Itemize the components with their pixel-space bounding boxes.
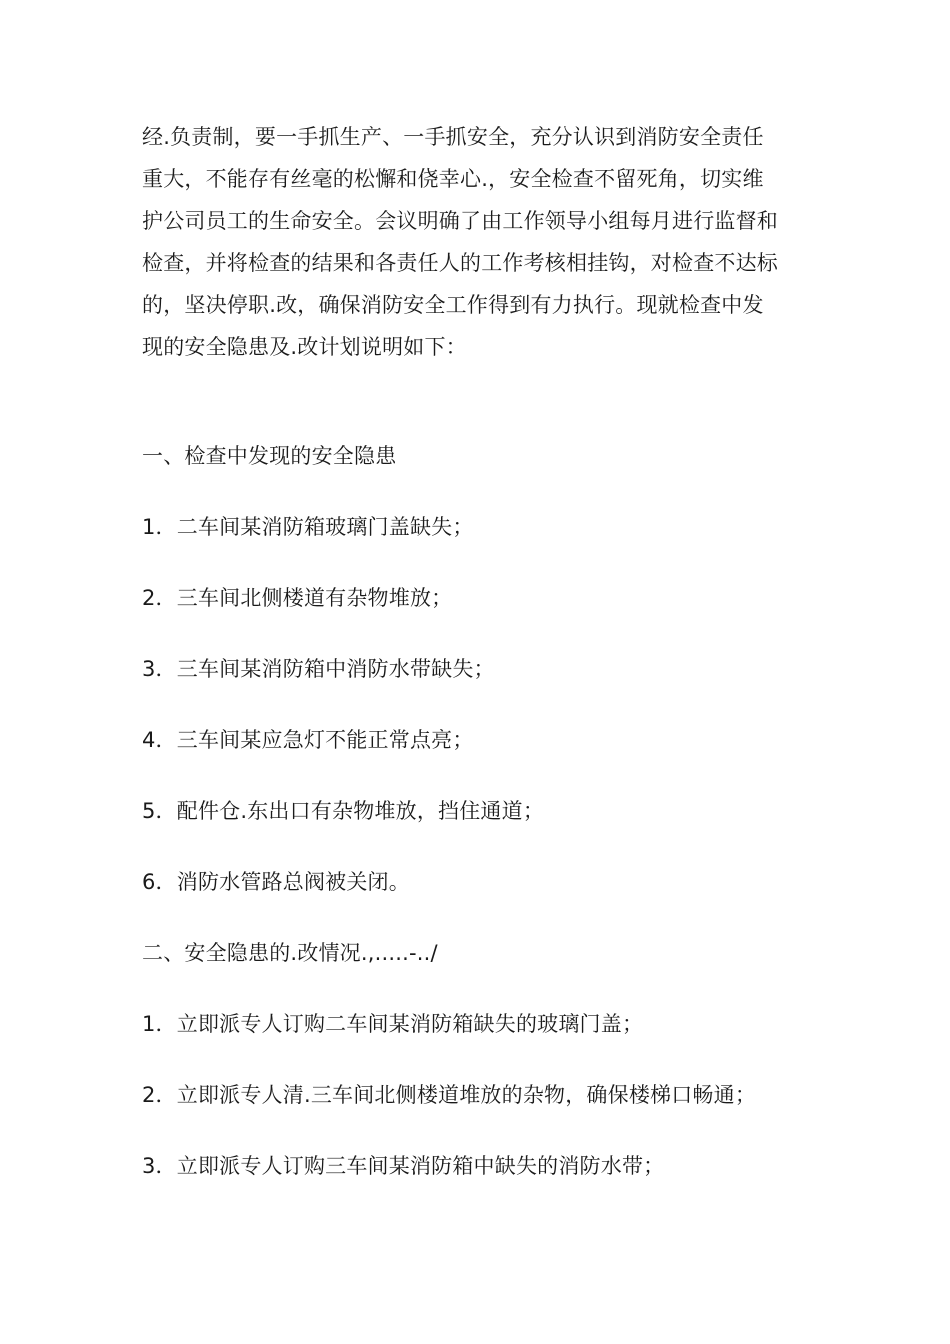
paragraph-line: 经.负责制，要一手抓生产、一手抓安全，充分认识到消防安全责任 xyxy=(142,125,764,149)
list-item: 2．立即派专人清.三车间北侧楼道堆放的杂物，确保楼梯口畅通； xyxy=(142,1083,757,1107)
paragraph-line: 重大，不能存有丝毫的松懈和侥幸心.，安全检查不留死角，切实维 xyxy=(142,167,764,191)
paragraph-line: 现的安全隐患及.改计划说明如下： xyxy=(142,335,467,359)
intro-paragraph xyxy=(142,116,822,368)
section-heading-rectification: 二、安全隐患的.改情况.,.....-../ xyxy=(142,941,438,965)
list-item: 2．三车间北侧楼道有杂物堆放； xyxy=(142,586,453,610)
sections xyxy=(142,435,822,1216)
list-item: 1．二车间某消防箱玻璃门盖缺失； xyxy=(142,515,474,539)
list-item: 6．消防水管路总阀被关闭。 xyxy=(142,870,410,894)
list-item: 4．三车间某应急灯不能正常点亮； xyxy=(142,728,474,752)
list-item: 5．配件仓.东出口有杂物堆放，挡住通道； xyxy=(142,799,545,823)
section-heading-hazards: 一、检查中发现的安全隐患 xyxy=(142,444,397,468)
paragraph-line: 的，坚决停职.改，确保消防安全工作得到有力执行。现就检查中发 xyxy=(142,293,764,317)
list-item: 1．立即派专人订购二车间某消防箱缺失的玻璃门盖； xyxy=(142,1012,644,1036)
list-item: 3．立即派专人订购三车间某消防箱中缺失的消防水带； xyxy=(142,1154,665,1178)
list-item: 3．三车间某消防箱中消防水带缺失； xyxy=(142,657,495,681)
paragraph-line: 检查，并将检查的结果和各责任人的工作考核相挂钩，对检查不达标 xyxy=(142,251,778,275)
paragraph-line: 护公司员工的生命安全。会议明确了由工作领导小组每月进行监督和 xyxy=(142,209,778,233)
